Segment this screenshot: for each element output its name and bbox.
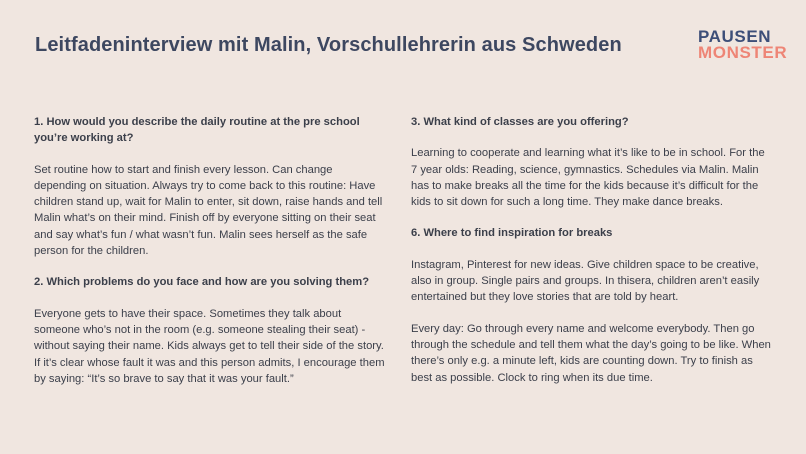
question-2: 2. Which problems do you face and how are you solving them?	[34, 276, 370, 289]
answer-3: Learning to cooperate and learning what it’s like to be in school. For the 7 year olds: Reading, science, gymnastics. Schedules via Malin. Malin has to make breaks all the time for the kids because it’s difficult for the kids to sit down for such a long time. They make dance breaks.	[411, 147, 765, 209]
answer-1: Set routine how to start and finish every lesson. Can change depending on situation. Always try to come back to this routine: Have children stand up, wait for Malin to enter, sit down, raise hands and tell Malin what’s on their mind. Finish off by everyone sitting on their seat and say what’s fun / what wasn’t fun. Malin sees herself as the safe person for the children.	[34, 163, 383, 258]
question-6: 6. Where to find inspiration for breaks	[411, 227, 613, 240]
question-3: 3. What kind of classes are you offering?	[411, 116, 629, 128]
logo-line-1: PAUSEN	[698, 27, 772, 46]
page-title: Leitfadeninterview mit Malin, Vorschullehrerin aus Schweden	[35, 34, 622, 56]
right-column	[411, 114, 771, 386]
answer-6-part-1: Instagram, Pinterest for new ideas. Give children space to be creative, also in group. Single pairs and groups. In thisera, children aren’t easily entertained but they love stories that are told by heart.	[411, 258, 760, 304]
pausenmonster-logo	[698, 29, 787, 61]
answer-6-part-2: Every day: Go through every name and welcome everybody. Then go through the schedule and tell them what the day’s going to be like. When there’s only e.g. a minute left, kids are counting down. Try to finish as best as possible. Clock to ring when its due time.	[411, 322, 771, 384]
answer-2: Everyone gets to have their space. Sometimes they talk about someone who’s not in the room (e.g. someone stealing their seat) - without saying their name. Kids always get to tell their side of the story. If it’s clear whose fault it was and this person admits, I encourage them by saying: “It’s so brave to say that it was your fault.”	[34, 307, 385, 385]
left-column	[34, 114, 386, 387]
logo-line-2: MONSTER	[698, 43, 788, 62]
question-1: 1. How would you describe the daily routine at the pre school you’re working at?	[34, 116, 360, 145]
